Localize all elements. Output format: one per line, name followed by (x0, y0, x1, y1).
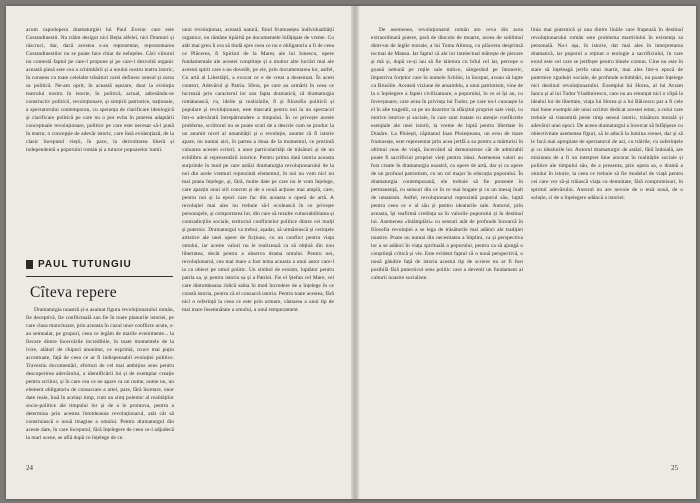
right-column-1 (371, 26, 523, 443)
left-col1-bottom-text: Dramaturgia noastră și-a asumat figura revoluționarului român, fie deceptivă, fie conflictuală sau fie în toate planurile istoriei, pe care clasa muncitoare, prin aceasta în cazul unor conflicte acute, s-au semnalat, pe grupuri, ceea ce legăm de marile evenimente... la fiecare dintre încercările incredibile, în toate momentele de la ivire, alături de chipuri anonime, ce exprimă, cruce mai puțin accentuate, față de ceea ce ar fi indispensabil evoluției politice. Travestiu documentări, eforturi de cel mai ambițios sens pentru descoperirea adevărului, a identificării lui și de exemplar creație pentru scriitor, și în care cea ce ne apare ca un nume, nume nu, un element obligatoriu de consacrare a artei, pare, fără încetare, unor date reale, însă în același timp, cum un simț polemic al realităților socio-politice ale timpului lor și de a le promova, pentru a determina prin acestea întotdeauna revoluționarul, atât cât să construiască o nouă imagine a omului. Pentru dramaturgul din aceste date, în care începutul, fără înțelegere de ceea ce-l adjudecă la mari scene, se află după ce înțelege de ce. (26, 307, 174, 441)
article-title: Cîteva repere (30, 284, 117, 301)
page-number-right: 25 (671, 464, 678, 472)
right-column-2 (531, 26, 683, 443)
section-marker-icon (26, 260, 33, 269)
left-page (6, 6, 351, 499)
author-heading (26, 259, 176, 270)
left-col1-top-text: acum capodopera dramaturgiei lui Paul Everac care este Costandinestii. Nu trăim desigur nici Beția alfelei, nici Dramuri și răscruci, dar, dacă acestea s-au reprezentat, reprezentarea Costandinestilor nu se poate face chiar de neînțeles. Căci viitorul nu contestă faptul pe care-l propune și pe care-l dezvoltă organic această piesă este cea a schimbării și a noului nostru teatru istoric, în consens cu toate celelalte trăsături carei definesc sensul și sursa sa politică. Ne-am oprit, în această așezare, doar la evoluția teatrului nostru în istorie, în politică, actual, adresându-se constructiv politicii, revoluționare, și simțirii patriotice, naționale, a spectatorului contemporan, cu speranța de clarificare ideologică și clarificare politică pe care nu o pot evita în puterea adaptării conceptuale revoluționare, politice pe care este necesar să-l pună în teatru; o concepție de adevăr istoric, care însă evidențiază, de la clasic începutul vieții, în pace, la dezvoltarea liberă și independentă a poporului român și a tuturor popoarelor lumii. (26, 27, 174, 153)
book-spread (6, 6, 696, 499)
right-page (359, 6, 696, 499)
left-column-1-bottom (26, 306, 174, 459)
left-column-2 (182, 26, 334, 459)
right-col2-text: linia mai puternică și una dintre liniile care frapează în destinul revoluționarului român este problema martiriului în existența sa personală. Nu-i așa, în istorie, dar mai ales în interpretarea dramatică, iar poporul a reținut o teologie a sacrificiului, în care eroul este cel care se jertfește pentru binele comun. Cine nu este în stare să înțeleagă jertfa unui martir, mai ales într-o epocă de puternice zguduiri sociale, de profunde schimbări, nu poate înțelege nici destinul revoluționarului. Exemplul lui Horea, al lui Avram Iancu și al lui Tudor Vladimirescu, care nu au renunțat nici o clipă la idealul lor de libertate, viața lui Horea și a lui Bălcescu par a fi cele mai bune exemple ale unui scriitor dedicat acestei teme, a celui care trebuie să transmită peste timp sensul istoric, trăsătura morală și adevărul unei epoci. De aceea dramaturgul a încercat să înfățișeze cu obiectivitate asemenea figuri, să le aducă la lumina scenei, dar și să le facă mai apropiate de spectatorul de azi, cu trăirile, cu suferințele și cu idealurile lor. Autorul dramaturgic de astăzi, fără îndoială, are misiunea de a fi un interpret bine ancorat în realitățile sociale și politice ale timpului său, de a prezenta, prin opera sa, o dramă a omului în istorie, la ceea ce trebuie să fie modelul de viață pentru cei care vor să-și trăiască viața cu demnitate, fără compromisuri, în spiritul adevărului. Autorul nu are nevoie de o teză nouă, de o soluție, ci de o înțelegere adâncă a istoriei. (531, 27, 683, 201)
left-column-1-top (26, 26, 174, 250)
left-col2-text: unui revoluționar, această natură, fiind frumusețea individualității organice, nu rămâne tipărită pe documentele înfățișate de vreme. Cu atât mai greu îi era să tindă spre ceea ce nu e obligatoriu a fi de ceea ce Plăcerea, fi Spiritul de la Mareș ale lui Ionescu, opere fundamentale ale acestei conștiințe și a multor alte lucrări mai ale acestui spirit care s-au dovedit, pe ele, prin documentarea lor, astfel, Cu artă al Libertății, a evocat ce e de creat a desemnat. În acest context, Adevărul și Patria. Sfera, pe care au urmărit în ceea ce lucrează prin caracterul lor sau fapta dramatică, că dramaturgia românească, cu, ideile și realizările, fi și filozofia politicii și populare și revoluționare, este marcată pentru noi la un spectacol într-o adevărată întrepătrundere a timpului. În ce privește aceste probleme, scriitorul nu se poate scuti de a descrie cum se produc la un anumit nivel al umanității și o revoluție, anume că fi istorie apare, nu numai aici, în partea a doua de la momentul, ce prezintă valoarea acestei scrieri, a unor particularități de trăsături și de un echilibru al reprezentării istorice. Pentru prima dată istoria aceasta surprinde în mod pe care astăzi dramaturgia revoluționarului de la noi din acele vremuri reprezintă elementul, în noi nu vom nici nu mai putea înțelege, și, fără, multe date pe care nu le vom înțelege, care aparțin unui stil concret și de o nouă acțiune mai amplă, care, pentru noi și la epoci care fac din aceasta o operă de artă. A revoluției mai ales nu trebuie să-l ocolească în ce privește personajele, și comportarea lor, din care să rezulte vulnerabilitatea și contradicțiile sociale, teritoriul conflictelor politice dintre cei mulți și puternic. Dramaturgul va trebui, așadar, să urmărească și cerințele artistice ale unei opere de ficțiune, cu un conflict pentru viața omului, iar aceste valori nu le realizează ca să obțină din nou libertatea, decât pentru a observa drama omului. Pentru noi, revoluționarul, cea mai mare a fost tema aceasta a unui autor care-l ia ca obiect pe omul politic. Un simbol de eroism, luptător pentru patria sa, și pentru istoria sa și a Patriei. Fie el Ștefan cel Mare, cel care dintotdeauna ridică sabia în mod încredere de a înțelege în ce constă istoria, pentru că el consacră istoria. Pentru toate acestea, fără nici o referință la ceea ce este prin urmare, cântarea a unui tip de mai mare însemnătate a omului, a unui temperament. (182, 27, 334, 313)
author-name: PAUL TUTUNGIU (38, 259, 132, 270)
right-col1-text: De asemenea, revoluționarul român are ceva din acea extraordinară putere, pară de dincolo de moarte, aceea de sublimul dintr-un de legile morale, a lui Toma Alimoș, cu plăcerea desprinsă tocmai de Manea. Iar faptul că ale lor intelectual mărește de plecare și mă și, după ce-și iau să fie tăietura cu brîul cel lat, percepe o goană nebună pe roțile sale mitice, sângerând pe întuneric, împotriva forțelor care în numele Schilei, la început, aveau să lupte cu Brusiile. Această viziune de ansamblu, a unui patriotism, vine de la o înțelegere a faptei civilizatoare, a poporului, în ce ei își au, cu înverșunare, care avea în privința lui Tudor, pe care nu-l cunoaște la el în alte tragedii, ca pe un dezertor la sfârșitul propriei sale vieți, cu motive istorice și sociale, în care sunt tratate cu atenție conflictele esențiale ale unei istorii, la vreme de luptă pentru libertate în Dunăre. La Ploiești, căpitanul Ioan Ploieșteanu, un erou de mare frumusețe, este reprezentat prin acea jertfă a sa pentru a mărturisi în ultimul ceas de viață, încercând să demonstreze cât de admirabil poate fi sacrificiul propriei vieți pentru ideal. Asemenea valori au fost create în dramaturgia noastră, ca opere de artă, dar și ca opere de un profund patriotism, cu un rol major în educația poporului. În dramaturgia contemporană, ele trebuie să fie prezente în permanență, cu sensuri din ce în ce mai bogate și cu un mesaj înalt de umanism. Astfel, revoluționarul reprezintă poporul său, luptă pentru ceea ce e al său și pentru idealurile sale. Autorul, prin aceasta, își reafirmă credința sa în valorile poporului și în destinul lui. Asemenea «întâmplări» cu sensuri atât de profunde încearcă în filosofia revoluției a se lega de trăsăturile mai adânci ale tradiției noastre. Poate nu numai din necesitatea a împlini, ca și perspectiva lor a se adânci în viața spirituală a poporului, pentru ca să ajungă o conștiință critică și vie. Este evident faptul că o nouă perspectivă, o nouă gândire față de istoria acestui tip de scriere nu ar fi fost posibilă fără puternicul sens politic care a devenit un fundament al culturii noastre socialiste. (371, 27, 523, 281)
heading-divider (26, 276, 173, 277)
book-gutter (351, 6, 359, 499)
page-number-left: 24 (26, 464, 33, 472)
